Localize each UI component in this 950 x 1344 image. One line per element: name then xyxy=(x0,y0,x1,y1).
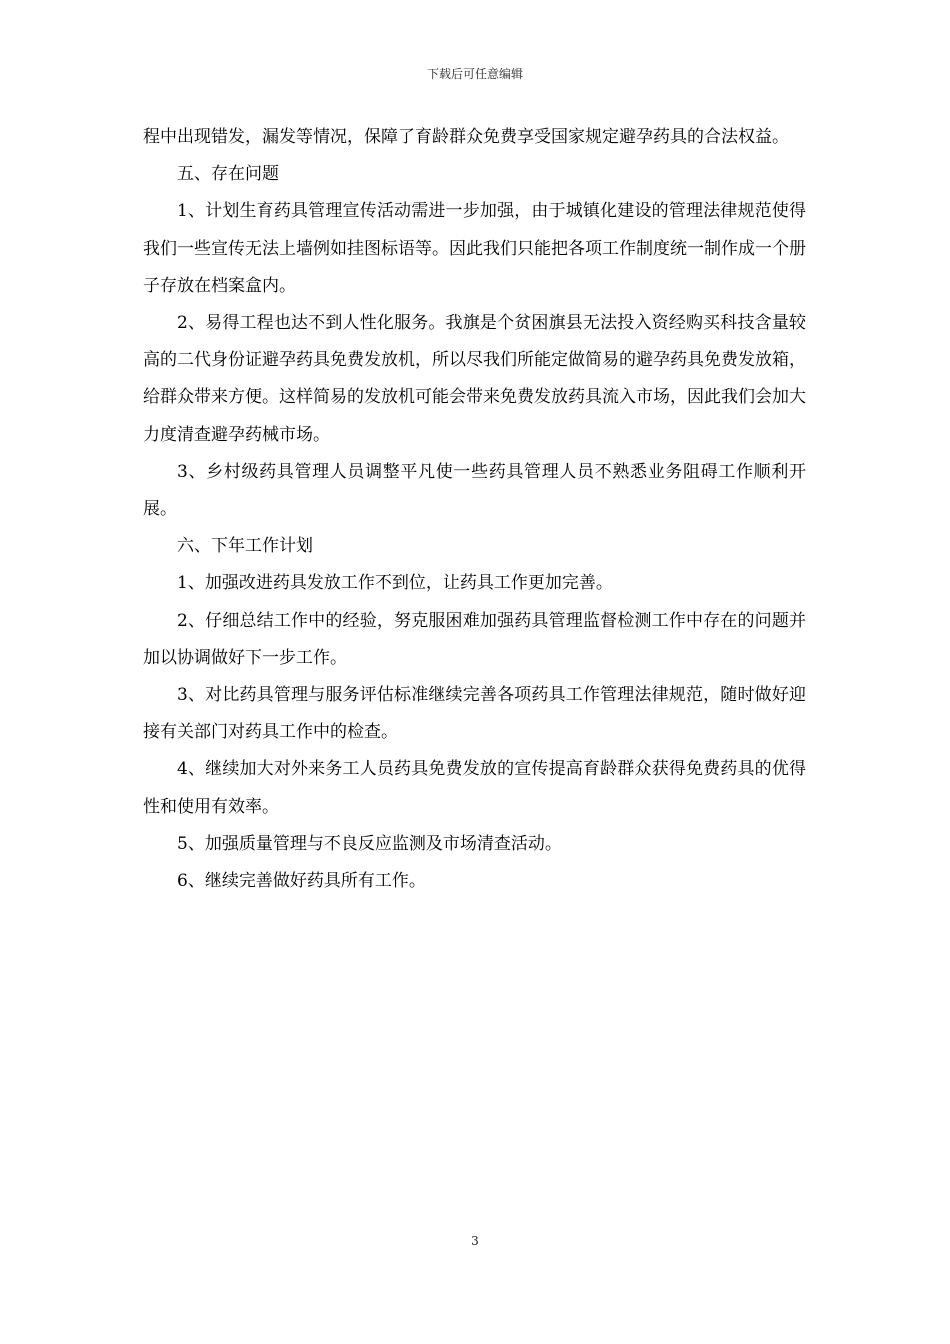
paragraph-problem-2: 2、易得工程也达不到人性化服务。我旗是个贫困旗县无法投入资经购买科技含量较高的二代身份证避孕药具免费发放机，所以尽我们所能定做简易的避孕药具免费发放箱，给群众带来方便。这样简易的发放机可能会带来免费发放药具流入市场，因此我们会加大力度清查避孕药械市场。 xyxy=(143,313,806,445)
paragraph-problem-3: 3、乡村级药具管理人员调整平凡使一些药具管理人员不熟悉业务阻碍工作顺利开展。 xyxy=(143,461,806,520)
paragraph-plan-1: 1、加强改进药具发放工作不到位，让药具工作更加完善。 xyxy=(177,573,613,594)
section-heading-existing-problems: 五、存在问题 xyxy=(177,164,279,185)
paragraph-plan-5: 5、加强质量管理与不良反应监测及市场清查活动。 xyxy=(177,833,562,854)
document-body xyxy=(143,119,806,900)
paragraph-plan-4: 4、继续加大对外来务工人员药具免费发放的宣传提高育龄群众获得免费药具的优得性和使用有效率。 xyxy=(143,759,806,817)
paragraph-plan-3: 3、对比药具管理与服务评估标准继续完善各项药具工作管理法律规范，随时做好迎接有关部门对药具工作中的检查。 xyxy=(143,685,806,743)
page-number: 3 xyxy=(471,1234,479,1248)
paragraph-plan-6: 6、继续完善做好药具所有工作。 xyxy=(177,871,426,892)
paragraph-plan-2: 2、仔细总结工作中的经验，努克服困难加强药具管理监督检测工作中存在的问题并加以协调做好下一步工作。 xyxy=(143,610,806,668)
paragraph-continuation: 程中出现错发，漏发等情况，保障了育龄群众免费享受国家规定避孕药具的合法权益。 xyxy=(143,127,789,147)
paragraph-problem-1: 1、计划生育药具管理宣传活动需进一步加强，由于城镇化建设的管理法律规范使得我们一些宣传无法上墙例如挂图标语等。因此我们只能把各项工作制度统一制作成一个册子存放在档案盒内。 xyxy=(143,201,806,296)
page-header-note: 下载后可任意编辑 xyxy=(426,67,523,81)
section-heading-next-year-plan: 六、下年工作计划 xyxy=(177,536,313,557)
